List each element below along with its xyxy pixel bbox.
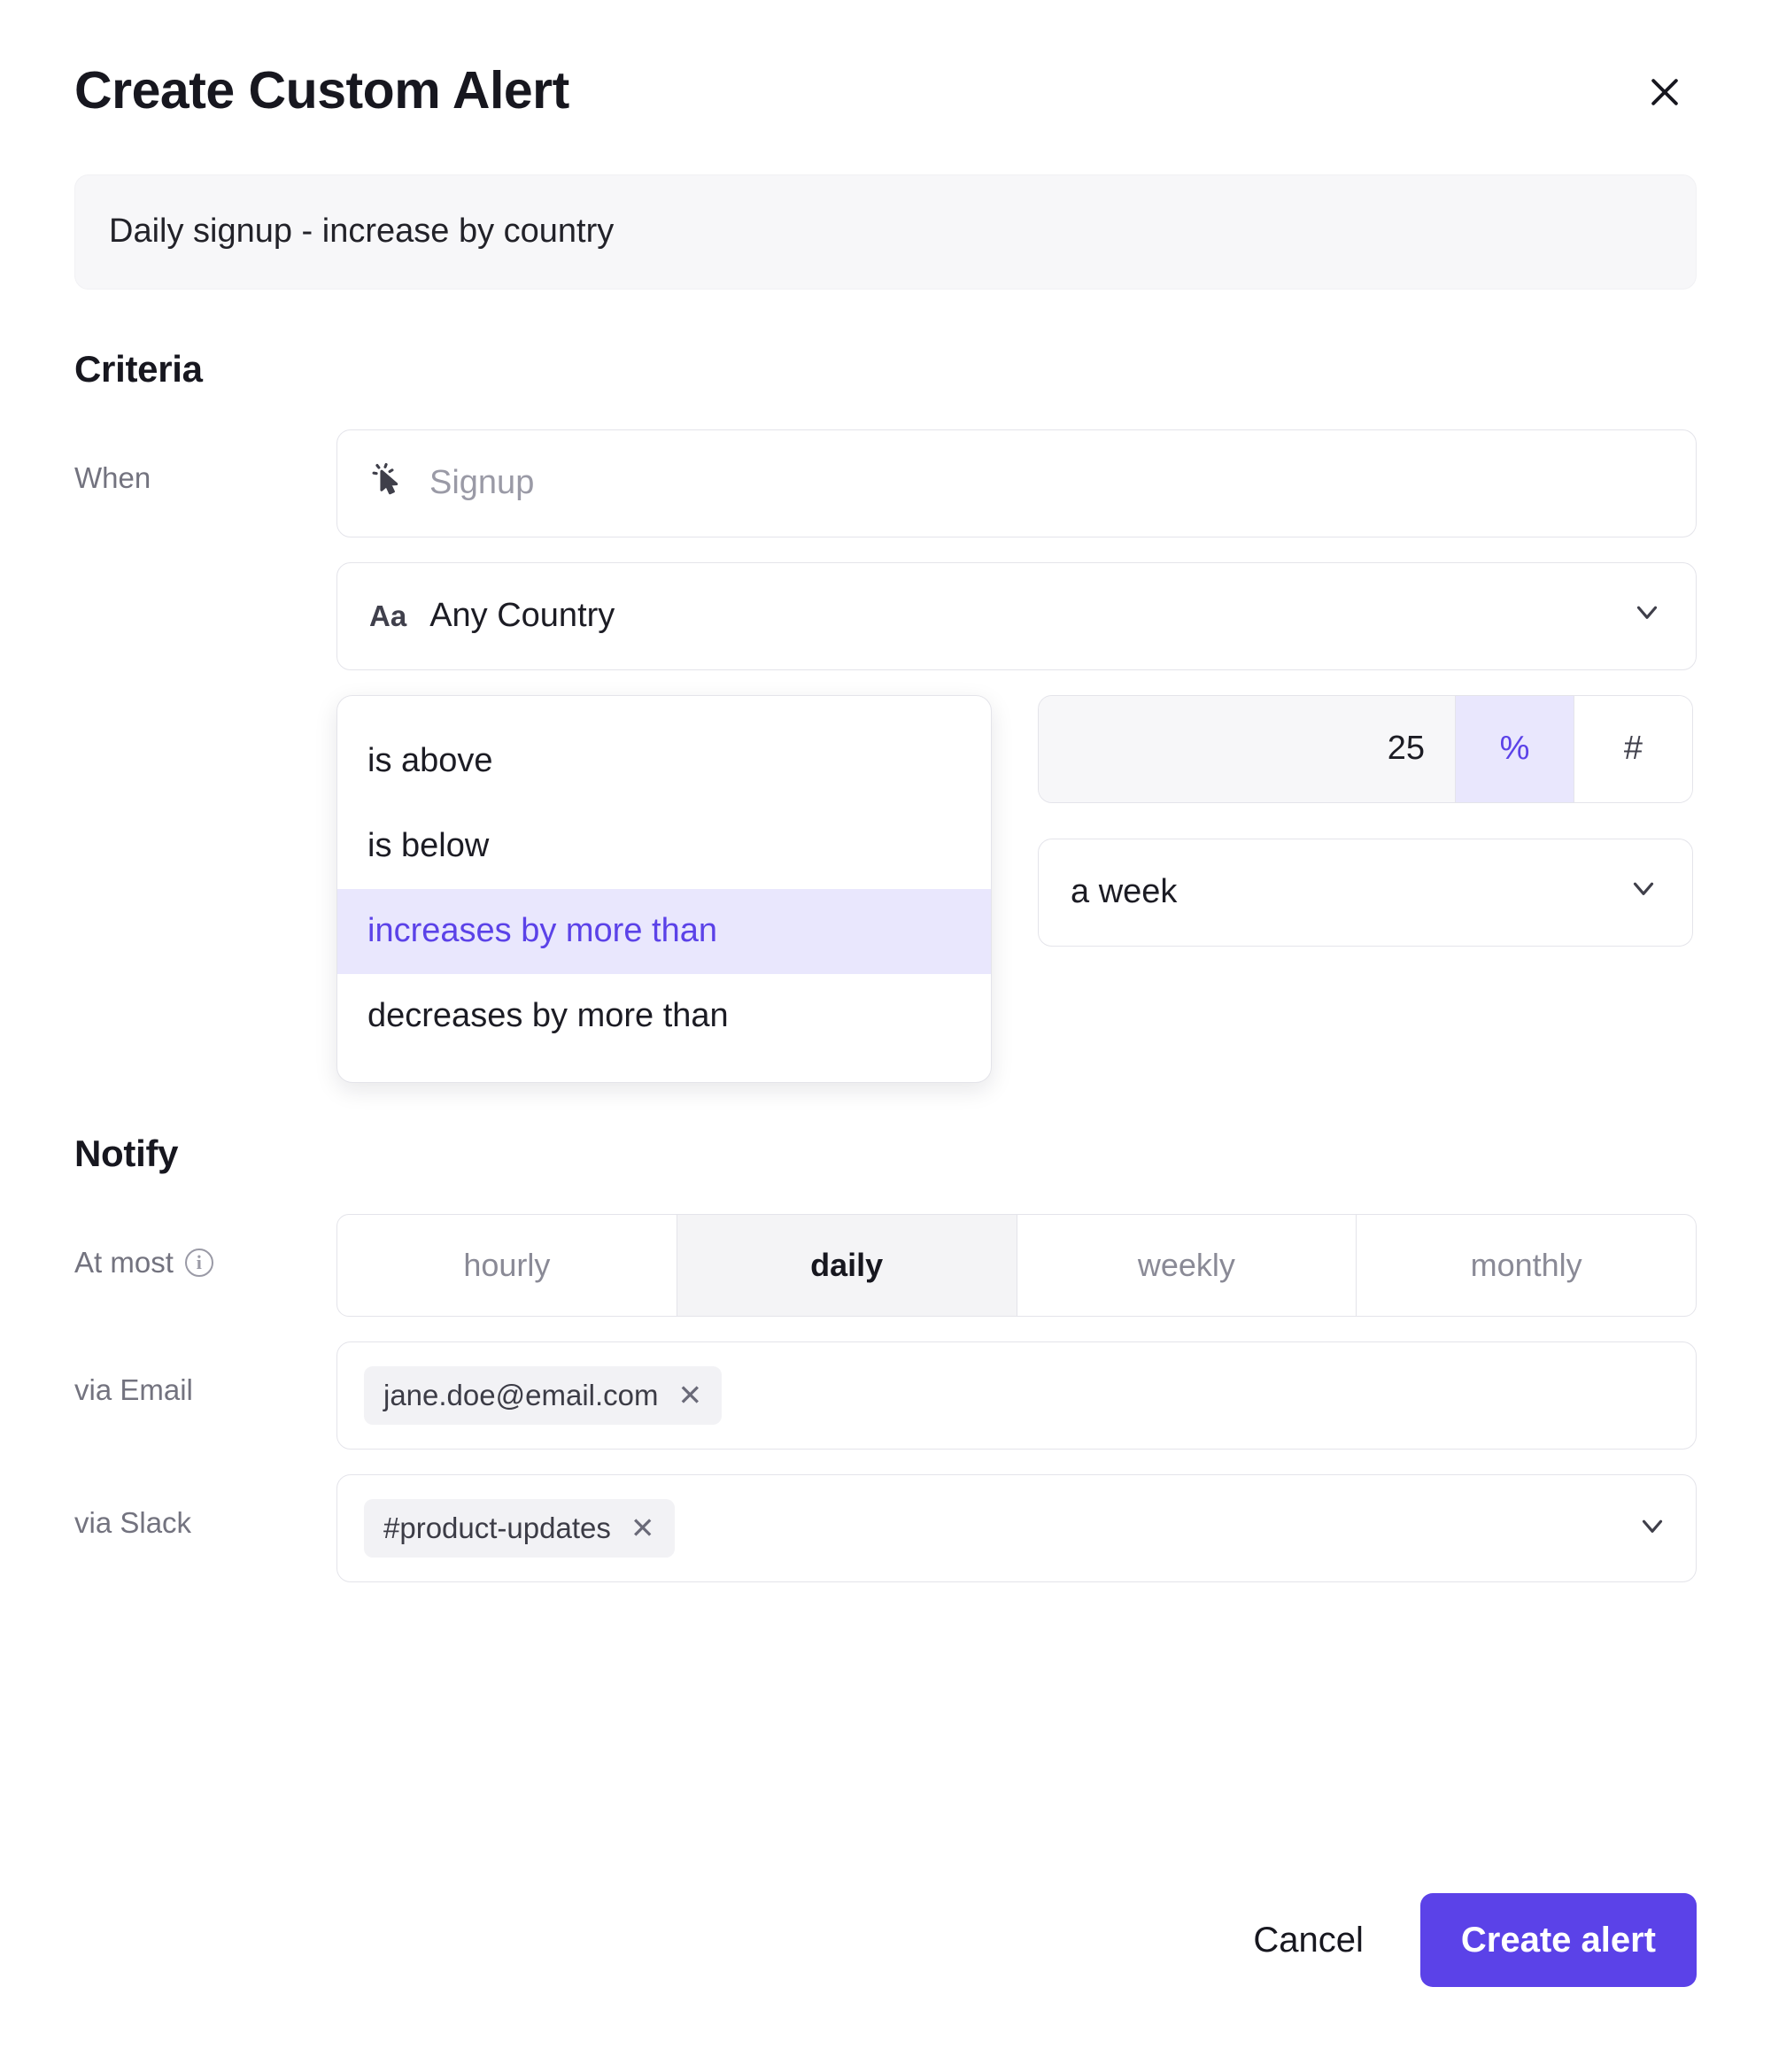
chevron-down-icon	[1627, 871, 1660, 914]
chevron-down-icon	[1630, 595, 1664, 638]
cancel-button[interactable]: Cancel	[1253, 1920, 1364, 1960]
notify-frequency-row	[74, 1214, 1697, 1317]
notify-email-row	[74, 1341, 1697, 1450]
condition-option-increases-by-more-than[interactable]: increases by more than	[337, 889, 991, 974]
criteria-when-row	[74, 429, 1697, 537]
notify-slack-row	[74, 1474, 1697, 1582]
alert-name-value: Daily signup - increase by country	[109, 213, 615, 251]
notify-heading: Notify	[74, 1132, 179, 1174]
page-title: Create Custom Alert	[74, 61, 569, 120]
criteria-property-row	[74, 562, 1697, 670]
dialog-header	[74, 62, 1697, 120]
threshold-input[interactable]: 25	[1039, 696, 1455, 802]
remove-slack-token-icon[interactable]: ✕	[630, 1511, 655, 1545]
slack-token-label: #product-updates	[383, 1511, 611, 1544]
condition-dropdown-menu	[336, 695, 992, 1083]
frequency-segmented-control	[336, 1214, 1697, 1317]
frequency-option-monthly[interactable]: monthly	[1470, 1246, 1582, 1283]
email-token-label: jane.doe@email.com	[383, 1378, 659, 1411]
slack-channel-select[interactable]	[336, 1474, 1697, 1582]
when-label: When	[74, 460, 151, 494]
property-value: Any Country	[429, 597, 615, 635]
close-icon[interactable]	[1640, 67, 1690, 117]
event-placeholder: Signup	[429, 464, 535, 502]
via-email-label: via Email	[74, 1372, 193, 1406]
condition-option-decreases-by-more-than[interactable]: decreases by more than	[367, 997, 729, 1035]
unit-count-button[interactable]: #	[1574, 696, 1692, 802]
remove-email-token-icon[interactable]: ✕	[677, 1379, 703, 1412]
create-alert-button[interactable]: Create alert	[1420, 1893, 1697, 1987]
period-select[interactable]	[1038, 839, 1693, 947]
email-input[interactable]	[336, 1341, 1697, 1450]
at-most-label: At most i	[74, 1214, 336, 1280]
condition-option-is-above[interactable]: is above	[367, 742, 493, 780]
slack-token	[364, 1499, 675, 1558]
criteria-condition-row	[74, 695, 1697, 1083]
unit-percent-button[interactable]: %	[1455, 696, 1574, 802]
click-cursor-icon	[369, 460, 406, 506]
event-select[interactable]	[336, 429, 1697, 537]
period-value: a week	[1071, 873, 1178, 911]
criteria-heading: Criteria	[74, 347, 203, 390]
frequency-option-daily[interactable]: daily	[677, 1215, 1017, 1316]
text-aa-icon: Aa	[369, 599, 407, 632]
dialog-footer	[1244, 1893, 1697, 1987]
alert-name-input[interactable]	[74, 174, 1697, 290]
property-select[interactable]	[336, 562, 1697, 670]
frequency-option-hourly[interactable]: hourly	[337, 1215, 677, 1316]
info-icon[interactable]: i	[185, 1249, 213, 1277]
via-slack-label: via Slack	[74, 1505, 192, 1539]
email-token	[364, 1366, 722, 1425]
condition-option-is-below[interactable]: is below	[367, 827, 490, 865]
threshold-group	[1038, 695, 1693, 803]
chevron-down-icon	[1636, 1509, 1669, 1547]
frequency-option-weekly[interactable]: weekly	[1017, 1215, 1357, 1316]
